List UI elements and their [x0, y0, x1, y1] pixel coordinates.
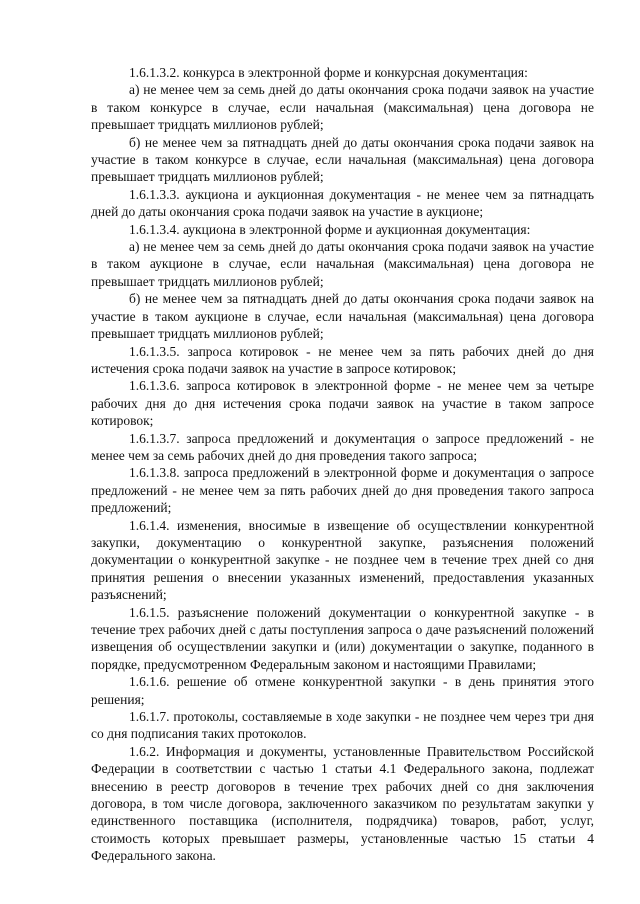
paragraph-1-6-1-6: 1.6.1.6. решение об отмене конкурентной закупки - в день принятия этого решения;: [91, 674, 594, 707]
paragraph-1-6-1-3-4-b: б) не менее чем за пятнадцать дней до даты окончания срока подачи заявок на участие в таком аукционе в случае, если начальная (максимальная) цена договора превышает тридцать миллионов рублей;: [91, 291, 594, 342]
paragraph-1-6-1-3-7: 1.6.1.3.7. запроса предложений и документация о запросе предложений - не менее чем за семь рабочих дней до дня проведения такого запроса;: [91, 430, 594, 463]
paragraph-1-6-1-5: 1.6.1.5. разъяснение положений документации о конкурентной закупке - в течение трех рабочих дней с даты поступления запроса о даче разъяснений положений извещения об осуществлении закупки и (или) документации о закупке, поданного в порядке, предусмотренном Федеральным законом и настоящими Правилами;: [91, 604, 594, 672]
document-body: [91, 64, 594, 865]
paragraph-1-6-1-3-6: 1.6.1.3.6. запроса котировок в электронной форме - не менее чем за четыре рабочих дня до дня истечения срока подачи заявок на участие в таком запросе котировок;: [91, 378, 594, 429]
paragraph-1-6-2: 1.6.2. Информация и документы, установленные Правительством Российской Федерации в соответствии с частью 1 статьи 4.1 Федерального закона, подлежат внесению в реестр договоров в течение трех рабочих дней со дня заключения договора, в том числе договора, заключенного заказчиком по результатам закупки у единственного поставщика (исполнителя, подрядчика) товаров, работ, услуг, стоимость которых превышает размеры, установленные частью 15 статьи 4 Федерального закона.: [91, 743, 594, 864]
paragraph-1-6-1-3-2-b: б) не менее чем за пятнадцать дней до даты окончания срока подачи заявок на участие в таком конкурсе в случае, если начальная (максимальная) цена договора превышает тридцать миллионов рублей;: [91, 134, 594, 185]
paragraph-1-6-1-3-5: 1.6.1.3.5. запроса котировок - не менее чем за пять рабочих дней до дня истечения срока подачи заявок на участие в запросе котировок;: [91, 343, 594, 376]
paragraph-1-6-1-3-3: 1.6.1.3.3. аукциона и аукционная документация - не менее чем за пятнадцать дней до даты окончания срока подачи заявок на участие в аукционе;: [91, 186, 594, 220]
paragraph-1-6-1-3-2-a: а) не менее чем за семь дней до даты окончания срока подачи заявок на участие в таком конкурсе в случае, если начальная (максимальная) цена договора не превышает тридцать миллионов рублей;: [91, 82, 594, 133]
paragraph-1-6-1-7: 1.6.1.7. протоколы, составляемые в ходе закупки - не позднее чем через три дня со дня подписания таких протоколов.: [91, 709, 594, 742]
paragraph-1-6-1-3-8: 1.6.1.3.8. запроса предложений в электронной форме и документация о запросе предложений - не менее чем за пять рабочих дней до дня проведения такого запроса предложений;: [91, 465, 594, 516]
paragraph-1-6-1-3-4: 1.6.1.3.4. аукциона в электронной форме и аукционная документация:: [129, 221, 531, 237]
paragraph-1-6-1-3-2: 1.6.1.3.2. конкурса в электронной форме и конкурсная документация:: [129, 65, 528, 80]
paragraph-1-6-1-4: 1.6.1.4. изменения, вносимые в извещение об осуществлении конкурентной закупки, документацию о конкурентной закупке, разъяснения положений документации о конкурентной закупке - не позднее чем в течение трех дней со дня принятия решения о внесении указанных изменений, предоставления указанных разъяснений;: [91, 517, 594, 603]
paragraph-1-6-1-3-4-a: а) не менее чем за семь дней до даты окончания срока подачи заявок на участие в таком аукционе в случае, если начальная (максимальная) цена договора не превышает тридцать миллионов рублей;: [91, 239, 594, 289]
